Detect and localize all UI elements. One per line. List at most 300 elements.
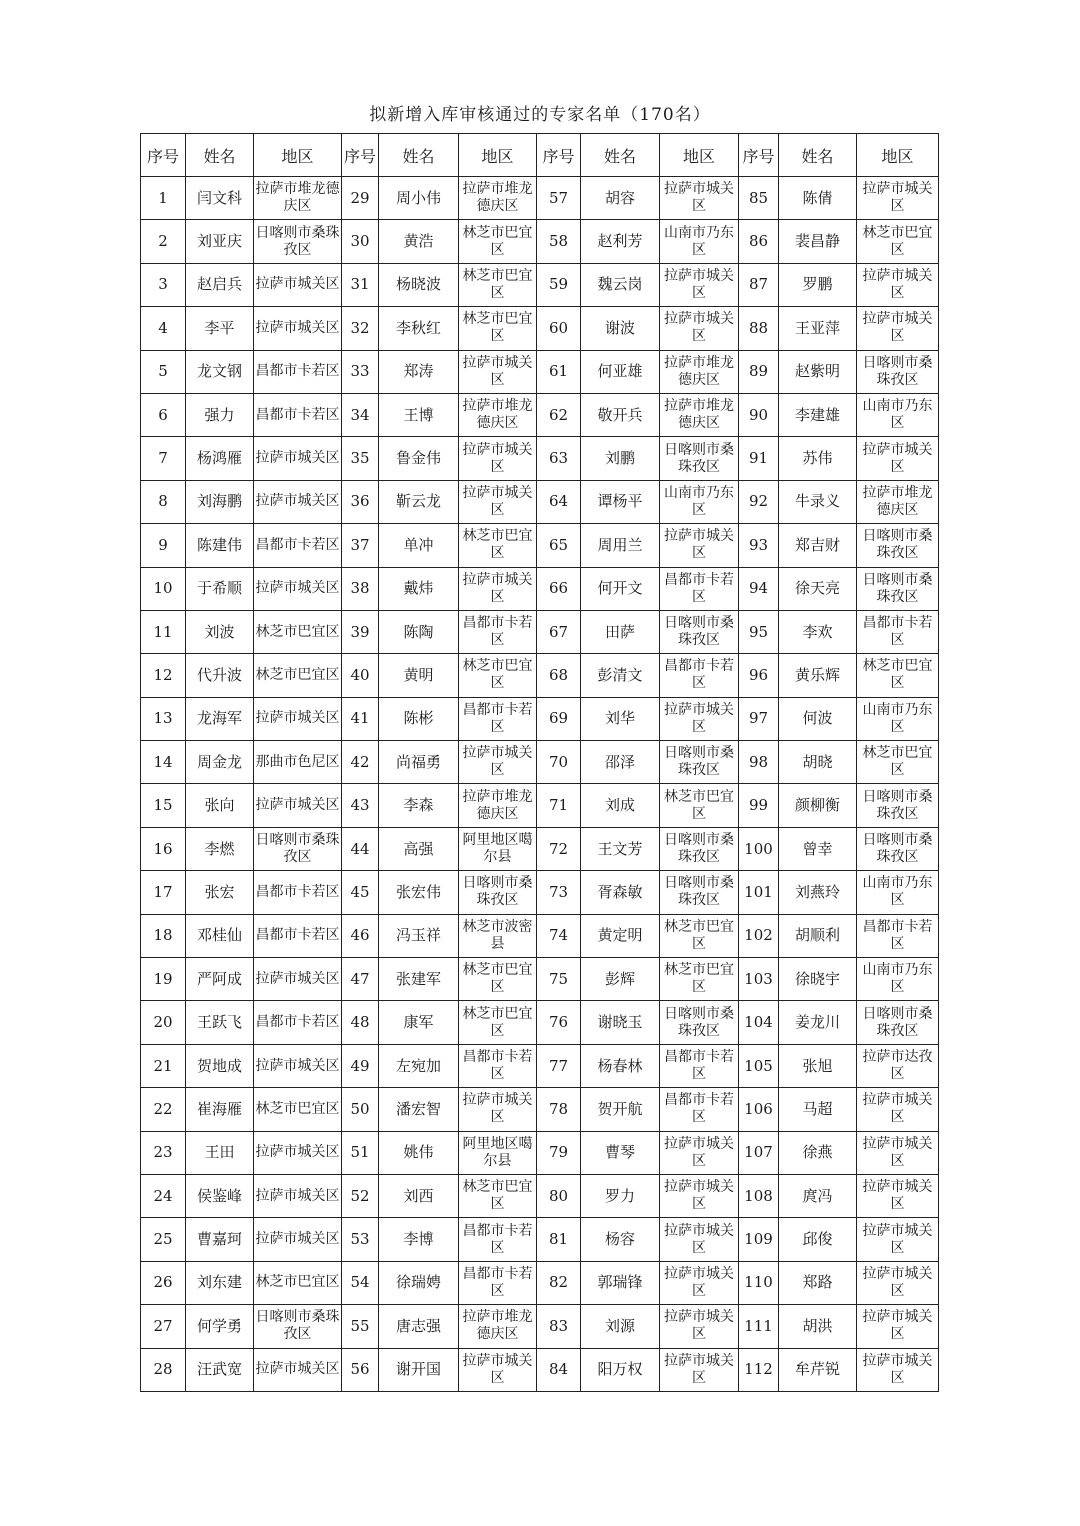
region-cell: 拉萨市城关区 — [660, 1218, 739, 1261]
region-cell: 昌都市卡若区 — [254, 524, 342, 567]
region-cell: 拉萨市城关区 — [857, 1218, 939, 1261]
table-row — [141, 741, 939, 784]
table-row — [141, 1174, 939, 1217]
table-row — [141, 220, 939, 263]
seq-cell: 66 — [537, 567, 581, 610]
table-row — [141, 1131, 939, 1174]
seq-cell: 57 — [537, 177, 581, 220]
seq-cell: 81 — [537, 1218, 581, 1261]
seq-cell: 92 — [739, 480, 779, 523]
seq-cell: 62 — [537, 393, 581, 436]
seq-cell: 71 — [537, 784, 581, 827]
name-cell: 冯玉祥 — [379, 914, 459, 957]
table-header-row — [141, 134, 939, 177]
seq-cell: 7 — [141, 437, 186, 480]
seq-cell: 108 — [739, 1174, 779, 1217]
region-cell: 阿里地区噶尔县 — [459, 1131, 537, 1174]
name-cell: 罗鹏 — [779, 263, 857, 306]
region-cell: 日喀则市桑珠孜区 — [254, 1305, 342, 1348]
seq-cell: 4 — [141, 307, 186, 350]
name-cell: 彭辉 — [581, 958, 660, 1001]
seq-cell: 70 — [537, 741, 581, 784]
table-row — [141, 610, 939, 653]
name-cell: 李燃 — [186, 827, 254, 870]
seq-cell: 18 — [141, 914, 186, 957]
seq-cell: 32 — [342, 307, 379, 350]
name-cell: 刘海鹏 — [186, 480, 254, 523]
region-cell: 林芝市巴宜区 — [459, 958, 537, 1001]
region-cell: 昌都市卡若区 — [857, 914, 939, 957]
region-cell: 拉萨市城关区 — [254, 1044, 342, 1087]
seq-cell: 96 — [739, 654, 779, 697]
seq-cell: 107 — [739, 1131, 779, 1174]
seq-cell: 17 — [141, 871, 186, 914]
region-cell: 林芝市巴宜区 — [254, 654, 342, 697]
name-cell: 曹嘉珂 — [186, 1218, 254, 1261]
region-cell: 林芝市巴宜区 — [459, 263, 537, 306]
name-cell: 何开文 — [581, 567, 660, 610]
region-cell: 拉萨市城关区 — [857, 1261, 939, 1304]
name-cell: 左宛加 — [379, 1044, 459, 1087]
seq-cell: 39 — [342, 610, 379, 653]
table-row — [141, 1218, 939, 1261]
name-cell: 高强 — [379, 827, 459, 870]
seq-cell: 1 — [141, 177, 186, 220]
page-title: 拟新增入库审核通过的专家名单（170名） — [369, 105, 711, 125]
region-cell: 日喀则市桑珠孜区 — [857, 1001, 939, 1044]
seq-cell: 28 — [141, 1348, 186, 1391]
table-row — [141, 827, 939, 870]
seq-cell: 83 — [537, 1305, 581, 1348]
name-cell: 徐瑞娉 — [379, 1261, 459, 1304]
name-cell: 魏云岗 — [581, 263, 660, 306]
seq-cell: 87 — [739, 263, 779, 306]
region-cell: 拉萨市城关区 — [254, 784, 342, 827]
seq-cell: 72 — [537, 827, 581, 870]
seq-cell: 59 — [537, 263, 581, 306]
header-seq: 序号 — [739, 134, 779, 177]
seq-cell: 26 — [141, 1261, 186, 1304]
seq-cell: 86 — [739, 220, 779, 263]
name-cell: 邵泽 — [581, 741, 660, 784]
region-cell: 拉萨市城关区 — [660, 524, 739, 567]
name-cell: 刘鹏 — [581, 437, 660, 480]
name-cell: 赵紫明 — [779, 350, 857, 393]
region-cell: 拉萨市城关区 — [660, 697, 739, 740]
region-cell: 山南市乃东区 — [857, 393, 939, 436]
header-name: 姓名 — [186, 134, 254, 177]
name-cell: 王跃飞 — [186, 1001, 254, 1044]
name-cell: 颜柳衡 — [779, 784, 857, 827]
seq-cell: 68 — [537, 654, 581, 697]
name-cell: 黄乐辉 — [779, 654, 857, 697]
name-cell: 于希顺 — [186, 567, 254, 610]
region-cell: 拉萨市城关区 — [857, 1174, 939, 1217]
name-cell: 李建雄 — [779, 393, 857, 436]
name-cell: 郑涛 — [379, 350, 459, 393]
seq-cell: 51 — [342, 1131, 379, 1174]
seq-cell: 91 — [739, 437, 779, 480]
name-cell: 姚伟 — [379, 1131, 459, 1174]
region-cell: 拉萨市城关区 — [459, 1348, 537, 1391]
seq-cell: 99 — [739, 784, 779, 827]
region-cell: 林芝市巴宜区 — [459, 307, 537, 350]
region-cell: 拉萨市堆龙德庆区 — [660, 350, 739, 393]
region-cell: 林芝市巴宜区 — [254, 1088, 342, 1131]
table-row — [141, 914, 939, 957]
region-cell: 林芝市巴宜区 — [660, 958, 739, 1001]
region-cell: 林芝市波密县 — [459, 914, 537, 957]
region-cell: 拉萨市堆龙德庆区 — [459, 393, 537, 436]
region-cell: 拉萨市城关区 — [254, 1218, 342, 1261]
region-cell: 林芝市巴宜区 — [459, 524, 537, 567]
table-row — [141, 654, 939, 697]
region-cell: 拉萨市城关区 — [254, 697, 342, 740]
table-row — [141, 1044, 939, 1087]
seq-cell: 22 — [141, 1088, 186, 1131]
region-cell: 日喀则市桑珠孜区 — [459, 871, 537, 914]
table-row — [141, 697, 939, 740]
name-cell: 赵利芳 — [581, 220, 660, 263]
region-cell: 日喀则市桑珠孜区 — [254, 827, 342, 870]
region-cell: 昌都市卡若区 — [254, 914, 342, 957]
name-cell: 邓桂仙 — [186, 914, 254, 957]
seq-cell: 21 — [141, 1044, 186, 1087]
name-cell: 裴昌静 — [779, 220, 857, 263]
seq-cell: 109 — [739, 1218, 779, 1261]
name-cell: 张建军 — [379, 958, 459, 1001]
region-cell: 拉萨市堆龙德庆区 — [459, 784, 537, 827]
region-cell: 拉萨市城关区 — [660, 307, 739, 350]
seq-cell: 104 — [739, 1001, 779, 1044]
name-cell: 马超 — [779, 1088, 857, 1131]
name-cell: 王文芳 — [581, 827, 660, 870]
name-cell: 赵启兵 — [186, 263, 254, 306]
name-cell: 胡洪 — [779, 1305, 857, 1348]
seq-cell: 110 — [739, 1261, 779, 1304]
name-cell: 敬开兵 — [581, 393, 660, 436]
name-cell: 严阿成 — [186, 958, 254, 1001]
table-body — [141, 177, 939, 1392]
region-cell: 拉萨市城关区 — [459, 350, 537, 393]
region-cell: 昌都市卡若区 — [459, 697, 537, 740]
seq-cell: 94 — [739, 567, 779, 610]
seq-cell: 35 — [342, 437, 379, 480]
region-cell: 林芝市巴宜区 — [660, 784, 739, 827]
table-row — [141, 1001, 939, 1044]
name-cell: 潘宏智 — [379, 1088, 459, 1131]
region-cell: 昌都市卡若区 — [254, 350, 342, 393]
seq-cell: 93 — [739, 524, 779, 567]
seq-cell: 25 — [141, 1218, 186, 1261]
seq-cell: 30 — [342, 220, 379, 263]
region-cell: 昌都市卡若区 — [254, 393, 342, 436]
table-row — [141, 1348, 939, 1391]
seq-cell: 111 — [739, 1305, 779, 1348]
region-cell: 拉萨市城关区 — [857, 263, 939, 306]
region-cell: 拉萨市堆龙德庆区 — [254, 177, 342, 220]
name-cell: 周小伟 — [379, 177, 459, 220]
region-cell: 日喀则市桑珠孜区 — [660, 437, 739, 480]
seq-cell: 63 — [537, 437, 581, 480]
name-cell: 阳万权 — [581, 1348, 660, 1391]
table-row — [141, 1088, 939, 1131]
region-cell: 拉萨市城关区 — [857, 1088, 939, 1131]
seq-cell: 55 — [342, 1305, 379, 1348]
region-cell: 山南市乃东区 — [857, 871, 939, 914]
name-cell: 刘波 — [186, 610, 254, 653]
seq-cell: 16 — [141, 827, 186, 870]
name-cell: 谢波 — [581, 307, 660, 350]
region-cell: 林芝市巴宜区 — [660, 914, 739, 957]
seq-cell: 9 — [141, 524, 186, 567]
region-cell: 拉萨市城关区 — [459, 480, 537, 523]
table-row — [141, 784, 939, 827]
seq-cell: 42 — [342, 741, 379, 784]
seq-cell: 5 — [141, 350, 186, 393]
region-cell: 日喀则市桑珠孜区 — [254, 220, 342, 263]
region-cell: 林芝市巴宜区 — [459, 1174, 537, 1217]
region-cell: 拉萨市城关区 — [254, 567, 342, 610]
name-cell: 黄浩 — [379, 220, 459, 263]
name-cell: 何亚雄 — [581, 350, 660, 393]
name-cell: 黄定明 — [581, 914, 660, 957]
seq-cell: 112 — [739, 1348, 779, 1391]
region-cell: 昌都市卡若区 — [254, 871, 342, 914]
name-cell: 彭清文 — [581, 654, 660, 697]
name-cell: 徐天亮 — [779, 567, 857, 610]
region-cell: 昌都市卡若区 — [660, 567, 739, 610]
region-cell: 林芝市巴宜区 — [254, 610, 342, 653]
name-cell: 李平 — [186, 307, 254, 350]
name-cell: 邱俊 — [779, 1218, 857, 1261]
name-cell: 汪武宽 — [186, 1348, 254, 1391]
seq-cell: 50 — [342, 1088, 379, 1131]
seq-cell: 12 — [141, 654, 186, 697]
name-cell: 贺地成 — [186, 1044, 254, 1087]
region-cell: 日喀则市桑珠孜区 — [857, 827, 939, 870]
name-cell: 侯鉴峰 — [186, 1174, 254, 1217]
name-cell: 贺开航 — [581, 1088, 660, 1131]
region-cell: 昌都市卡若区 — [857, 610, 939, 653]
region-cell: 林芝市巴宜区 — [459, 654, 537, 697]
region-cell: 拉萨市城关区 — [660, 177, 739, 220]
name-cell: 黄明 — [379, 654, 459, 697]
seq-cell: 19 — [141, 958, 186, 1001]
seq-cell: 105 — [739, 1044, 779, 1087]
name-cell: 唐志强 — [379, 1305, 459, 1348]
name-cell: 单冲 — [379, 524, 459, 567]
table-row — [141, 480, 939, 523]
seq-cell: 102 — [739, 914, 779, 957]
region-cell: 拉萨市城关区 — [254, 1174, 342, 1217]
region-cell: 拉萨市堆龙德庆区 — [459, 177, 537, 220]
name-cell: 谢开国 — [379, 1348, 459, 1391]
name-cell: 代升波 — [186, 654, 254, 697]
name-cell: 鲁金伟 — [379, 437, 459, 480]
region-cell: 拉萨市城关区 — [857, 1131, 939, 1174]
region-cell: 拉萨市堆龙德庆区 — [660, 393, 739, 436]
name-cell: 徐燕 — [779, 1131, 857, 1174]
name-cell: 崔海雁 — [186, 1088, 254, 1131]
region-cell: 山南市乃东区 — [660, 220, 739, 263]
name-cell: 刘成 — [581, 784, 660, 827]
name-cell: 牛录义 — [779, 480, 857, 523]
name-cell: 尚福勇 — [379, 741, 459, 784]
seq-cell: 64 — [537, 480, 581, 523]
name-cell: 李欢 — [779, 610, 857, 653]
region-cell: 林芝市巴宜区 — [459, 1001, 537, 1044]
name-cell: 王博 — [379, 393, 459, 436]
seq-cell: 82 — [537, 1261, 581, 1304]
name-cell: 王田 — [186, 1131, 254, 1174]
region-cell: 拉萨市城关区 — [660, 1261, 739, 1304]
header-region: 地区 — [459, 134, 537, 177]
seq-cell: 80 — [537, 1174, 581, 1217]
seq-cell: 79 — [537, 1131, 581, 1174]
seq-cell: 60 — [537, 307, 581, 350]
name-cell: 何波 — [779, 697, 857, 740]
seq-cell: 3 — [141, 263, 186, 306]
name-cell: 周用兰 — [581, 524, 660, 567]
region-cell: 拉萨市城关区 — [254, 307, 342, 350]
seq-cell: 73 — [537, 871, 581, 914]
name-cell: 曾幸 — [779, 827, 857, 870]
table-row — [141, 524, 939, 567]
seq-cell: 97 — [739, 697, 779, 740]
seq-cell: 49 — [342, 1044, 379, 1087]
table-row — [141, 1305, 939, 1348]
region-cell: 拉萨市城关区 — [857, 1348, 939, 1391]
expert-list-table — [140, 133, 939, 1392]
name-cell: 胡容 — [581, 177, 660, 220]
region-cell: 拉萨市城关区 — [660, 1348, 739, 1391]
region-cell: 昌都市卡若区 — [459, 1261, 537, 1304]
table-row — [141, 393, 939, 436]
seq-cell: 77 — [537, 1044, 581, 1087]
region-cell: 拉萨市城关区 — [660, 1305, 739, 1348]
region-cell: 林芝市巴宜区 — [254, 1261, 342, 1304]
region-cell: 昌都市卡若区 — [660, 1088, 739, 1131]
name-cell: 杨晓波 — [379, 263, 459, 306]
name-cell: 徐晓宇 — [779, 958, 857, 1001]
region-cell: 日喀则市桑珠孜区 — [660, 610, 739, 653]
region-cell: 山南市乃东区 — [857, 697, 939, 740]
seq-cell: 13 — [141, 697, 186, 740]
seq-cell: 106 — [739, 1088, 779, 1131]
seq-cell: 75 — [537, 958, 581, 1001]
region-cell: 昌都市卡若区 — [660, 654, 739, 697]
region-cell: 日喀则市桑珠孜区 — [660, 741, 739, 784]
seq-cell: 44 — [342, 827, 379, 870]
seq-cell: 8 — [141, 480, 186, 523]
name-cell: 杨春林 — [581, 1044, 660, 1087]
name-cell: 庹冯 — [779, 1174, 857, 1217]
name-cell: 张向 — [186, 784, 254, 827]
header-seq: 序号 — [342, 134, 379, 177]
region-cell: 拉萨市城关区 — [459, 567, 537, 610]
table-row — [141, 567, 939, 610]
name-cell: 谭杨平 — [581, 480, 660, 523]
name-cell: 陈彬 — [379, 697, 459, 740]
region-cell: 阿里地区噶尔县 — [459, 827, 537, 870]
seq-cell: 61 — [537, 350, 581, 393]
name-cell: 龙文钢 — [186, 350, 254, 393]
region-cell: 昌都市卡若区 — [660, 1044, 739, 1087]
seq-cell: 40 — [342, 654, 379, 697]
region-cell: 林芝市巴宜区 — [857, 741, 939, 784]
region-cell: 林芝市巴宜区 — [857, 654, 939, 697]
name-cell: 郭瑞锋 — [581, 1261, 660, 1304]
seq-cell: 31 — [342, 263, 379, 306]
seq-cell: 27 — [141, 1305, 186, 1348]
region-cell: 拉萨市城关区 — [459, 437, 537, 480]
table-row — [141, 263, 939, 306]
seq-cell: 53 — [342, 1218, 379, 1261]
name-cell: 胡晓 — [779, 741, 857, 784]
region-cell: 拉萨市城关区 — [254, 958, 342, 1001]
name-cell: 曹琴 — [581, 1131, 660, 1174]
name-cell: 姜龙川 — [779, 1001, 857, 1044]
name-cell: 刘亚庆 — [186, 220, 254, 263]
name-cell: 陈陶 — [379, 610, 459, 653]
seq-cell: 11 — [141, 610, 186, 653]
seq-cell: 24 — [141, 1174, 186, 1217]
seq-cell: 52 — [342, 1174, 379, 1217]
seq-cell: 100 — [739, 827, 779, 870]
name-cell: 苏伟 — [779, 437, 857, 480]
name-cell: 李秋红 — [379, 307, 459, 350]
seq-cell: 2 — [141, 220, 186, 263]
seq-cell: 101 — [739, 871, 779, 914]
name-cell: 龙海军 — [186, 697, 254, 740]
seq-cell: 54 — [342, 1261, 379, 1304]
region-cell: 日喀则市桑珠孜区 — [857, 350, 939, 393]
region-cell: 拉萨市城关区 — [857, 307, 939, 350]
region-cell: 日喀则市桑珠孜区 — [857, 524, 939, 567]
header-seq: 序号 — [141, 134, 186, 177]
name-cell: 李森 — [379, 784, 459, 827]
name-cell: 戴炜 — [379, 567, 459, 610]
name-cell: 杨鸿雁 — [186, 437, 254, 480]
region-cell: 拉萨市达孜区 — [857, 1044, 939, 1087]
region-cell: 昌都市卡若区 — [254, 1001, 342, 1044]
header-region: 地区 — [254, 134, 342, 177]
header-seq: 序号 — [537, 134, 581, 177]
region-cell: 昌都市卡若区 — [459, 1044, 537, 1087]
region-cell: 林芝市巴宜区 — [459, 220, 537, 263]
name-cell: 靳云龙 — [379, 480, 459, 523]
name-cell: 谢晓玉 — [581, 1001, 660, 1044]
seq-cell: 98 — [739, 741, 779, 784]
name-cell: 刘东建 — [186, 1261, 254, 1304]
seq-cell: 6 — [141, 393, 186, 436]
region-cell: 拉萨市城关区 — [254, 480, 342, 523]
region-cell: 日喀则市桑珠孜区 — [660, 1001, 739, 1044]
region-cell: 拉萨市城关区 — [254, 263, 342, 306]
seq-cell: 103 — [739, 958, 779, 1001]
region-cell: 林芝市巴宜区 — [857, 220, 939, 263]
region-cell: 日喀则市桑珠孜区 — [857, 784, 939, 827]
seq-cell: 14 — [141, 741, 186, 784]
name-cell: 田萨 — [581, 610, 660, 653]
name-cell: 闫文科 — [186, 177, 254, 220]
region-cell: 拉萨市城关区 — [857, 1305, 939, 1348]
name-cell: 刘燕玲 — [779, 871, 857, 914]
name-cell: 何学勇 — [186, 1305, 254, 1348]
seq-cell: 45 — [342, 871, 379, 914]
seq-cell: 90 — [739, 393, 779, 436]
